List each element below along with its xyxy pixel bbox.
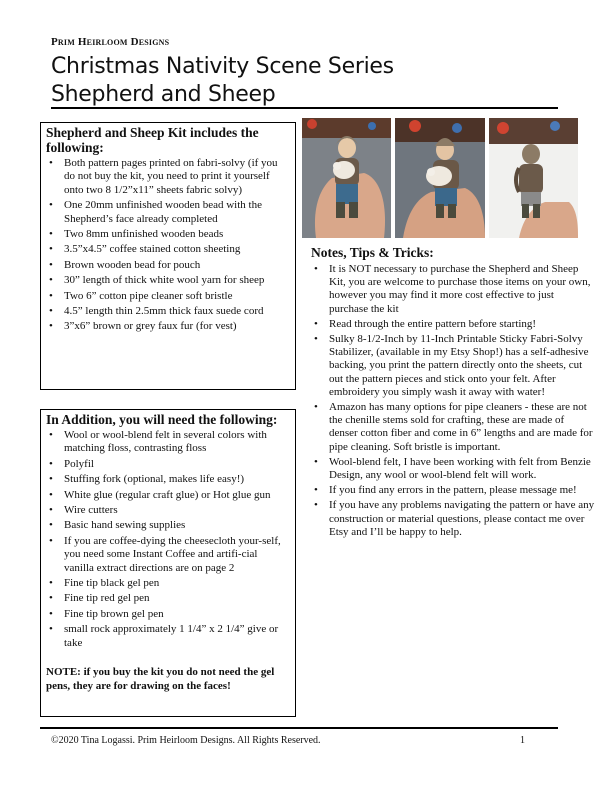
kit-item: • Two 6” cotton pipe cleaner soft bristle	[46, 290, 290, 303]
kit-item: • Two 8mm unfinished wooden beads	[46, 228, 290, 241]
supply-item: • White glue (regular craft glue) or Hot glue gun	[46, 489, 290, 502]
note-item: • Read through the entire pattern before starting!	[311, 318, 595, 331]
notes-section	[311, 245, 595, 541]
supplies-list	[46, 429, 290, 650]
shepherd-photo-side	[395, 118, 485, 238]
page-number: 1	[520, 735, 525, 746]
supply-item: • Wire cutters	[46, 504, 290, 517]
kit-item: • 30” length of thick white wool yarn for sheep	[46, 274, 290, 287]
title-divider	[51, 107, 558, 109]
supply-item: • Fine tip red gel pen	[46, 592, 290, 605]
supply-item: • small rock approximately 1 1/4” x 2 1/4” give or take	[46, 623, 290, 650]
kit-item: • Both pattern pages printed on fabri-solvy (if you do not buy the kit, you need to print it yourself onto two 8 1/2”x11” sheets fabric solvy)	[46, 157, 290, 197]
brand-name: Prim Heirloom Designs	[51, 36, 170, 48]
note-item: • It is NOT necessary to purchase the Shepherd and Sheep Kit, you are welcome to purchase those items on your own, however you may find it more cost effective to just purchase the kit	[311, 263, 595, 316]
kit-heading: Shepherd and Sheep Kit includes the following:	[46, 125, 259, 155]
kit-contents-box	[40, 122, 296, 390]
copyright-notice: ©2020 Tina Logassi. Prim Heirloom Designs. All Rights Reserved.	[51, 735, 321, 746]
supplies-heading: In Addition, you will need the following:	[46, 412, 278, 427]
shepherd-photo-front	[302, 118, 391, 238]
supply-item: • Fine tip brown gel pen	[46, 608, 290, 621]
note-item: • Wool-blend felt, I have been working with felt from Benzie Design, any wool or wool-blend felt will work.	[311, 456, 595, 482]
note-item: • If you find any errors in the pattern, please message me!	[311, 484, 595, 497]
kit-item: • Brown wooden bead for pouch	[46, 259, 290, 272]
note-item: • Amazon has many options for pipe cleaners - these are not the chenille stems sold for crafting, these are made of denser cotton fiber and come in 6” lengths and are made for pipe cleaning. Soft bristle is important.	[311, 401, 595, 454]
kit-list	[46, 157, 290, 334]
notes-heading: Notes, Tips & Tricks:	[311, 245, 434, 260]
supply-item: • Stuffing fork (optional, makes life easy!)	[46, 473, 290, 486]
note-item: • Sulky 8-1/2-Inch by 11-Inch Printable Sticky Fabri-Solvy Stabilizer, (available in my Etsy Shop!) has a self-adhesive backing, you print the pattern directly onto the sheets, cut out the pattern pieces and stick onto your felt. After embroidery you simply wash it away with water!	[311, 333, 595, 399]
kit-item: • 4.5” length thin 2.5mm thick faux suede cord	[46, 305, 290, 318]
kit-note: NOTE: if you buy the kit you do not need the gel pens, they are for drawing on the faces!	[46, 666, 275, 692]
series-title: Christmas Nativity Scene Series	[51, 54, 394, 79]
supply-item: • Polyfil	[46, 458, 290, 471]
supply-item: • If you are coffee-dying the cheesecloth your-self, you need some Instant Coffee and artifi-cial vanilla extract directions are on page 2	[46, 535, 290, 575]
supply-item: • Fine tip black gel pen	[46, 577, 290, 590]
supply-item: • Basic hand sewing supplies	[46, 519, 290, 532]
kit-item: • 3”x6” brown or grey faux fur (for vest)	[46, 320, 290, 333]
supplies-needed-box	[40, 409, 296, 717]
kit-item: • One 20mm unfinished wooden bead with the Shepherd’s face already completed	[46, 199, 290, 226]
note-item: • If you have any problems navigating the pattern or have any construction or material questions, please contact me over Etsy and I’ll be happy to help.	[311, 499, 595, 539]
notes-list	[311, 263, 595, 539]
pattern-title: Shepherd and Sheep	[51, 82, 276, 107]
shepherd-photo-back	[489, 118, 578, 238]
supply-item: • Wool or wool-blend felt in several colors with matching floss, contrasting floss	[46, 429, 290, 456]
kit-item: • 3.5”x4.5” coffee stained cotton sheeting	[46, 243, 290, 256]
footer-divider	[40, 727, 558, 729]
